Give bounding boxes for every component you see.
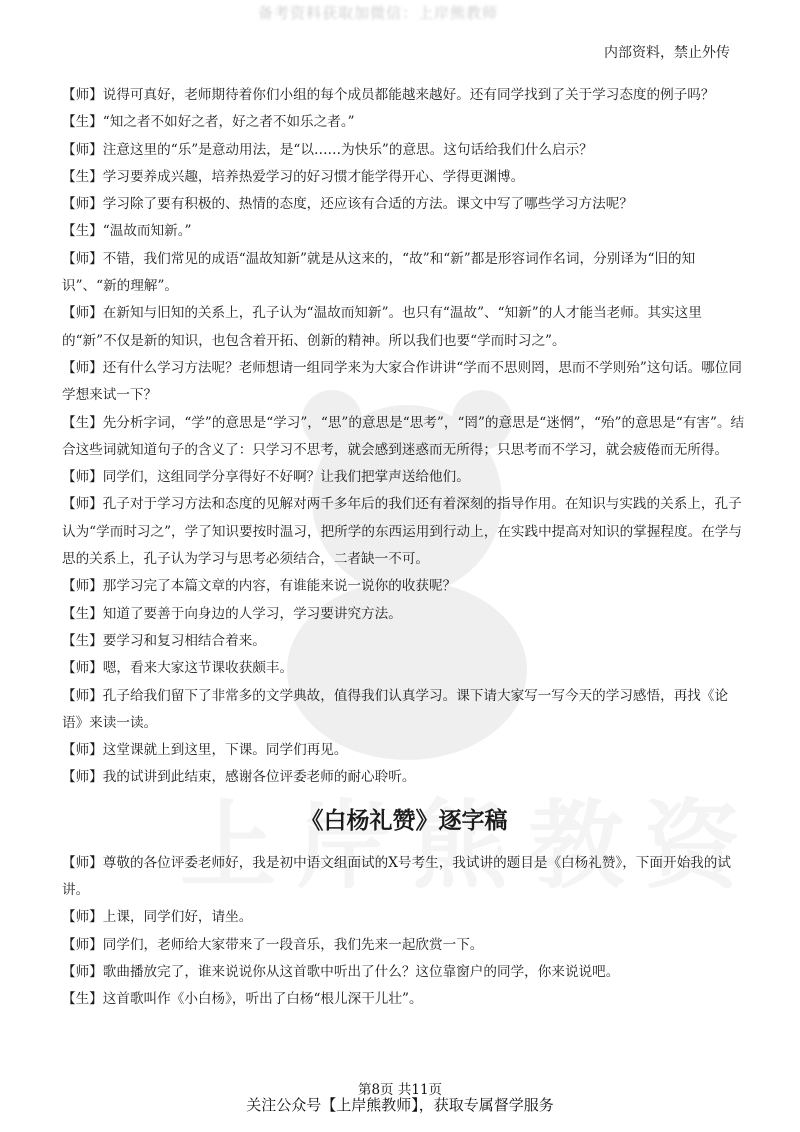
dialogue-line: 【生】学习要养成兴趣，培养热爱学习的好习惯才能学得开心、学得更渊博。 — [62, 168, 525, 185]
dialogue-line: 【师】还有什么学习方法呢？老师想请一组同学来为大家合作讲讲“学而不思则罔，思而不学则殆”这句话。哪位同学想来试一下？ — [62, 359, 742, 404]
dialogue-line: 【生】“知之者不如好之者，好之者不如乐之者。” — [62, 114, 355, 131]
dialogue-section-1 — [62, 82, 746, 792]
dialogue-line: 【师】注意这里的“乐”是意动用法，是“以……为快乐”的意思。这句话给我们什么启示？ — [62, 141, 593, 158]
dialogue-line: 【师】尊敬的各位评委老师好，我是初中语文组面试的X号考生，我试讲的题目是《白杨礼赞》，下面开始我的试讲。 — [62, 854, 731, 899]
dialogue-line: 【师】这堂课就上到这里，下课。同学们再见。 — [62, 742, 348, 759]
section-title: 《白杨礼赞》逐字稿 — [300, 807, 508, 834]
dialogue-section-2 — [62, 850, 746, 1014]
dialogue-line: 【师】孔子给我们留下了非常多的文学典故，值得我们认真学习。课下请大家写一写今天的学习感悟，再找《论语》来读一读。 — [62, 687, 729, 731]
dialogue-line: 【生】先分析字词，“学”的意思是“学习”，“思”的意思是“思考”，“罔”的意思是“迷惘”，“殆”的意思是“有害”。结合这些词就知道句子的含义了：只学习不思考，就会感到迷惑而无所得；只思考而不学习，就会疲倦而无所得。 — [62, 414, 745, 458]
dialogue-line: 【师】那学习完了本篇文章的内容，有谁能来说一说你的收获呢？ — [62, 578, 457, 595]
dialogue-line: 【师】歌曲播放完了，谁来说说你从这首歌中听出了什么？这位靠窗户的同学，你来说说吧。 — [62, 963, 620, 980]
dialogue-line: 【师】不错，我们常见的成语“温故知新”就是从这来的，“故”和“新”都是形容词作名词，分别译为“旧的知识”、“新的理解”。 — [62, 250, 696, 295]
faint-header-text: 备考资料获取加微信：上岸熊教师 — [258, 4, 499, 22]
dialogue-line: 【生】知道了要善于向身边的人学习，学习要讲究方法。 — [62, 605, 402, 622]
dialogue-line: 【师】孔子对于学习方法和态度的见解对两千多年后的我们还有着深刻的指导作用。在知识与实践的关系上，孔子认为“学而时习之”，学了知识要按时温习，把所学的东西运用到行动上，在实践中提高对知识的掌握程度。在学与思的关系上，孔子认为学习与思考必须结合，二者缺一不可。 — [62, 496, 742, 568]
dialogue-line: 【生】这首歌叫作《小白杨》，听出了白杨“根儿深干儿壮”。 — [62, 991, 423, 1008]
dialogue-line: 【师】嗯，看来大家这节课收获颇丰。 — [62, 660, 294, 677]
dialogue-line: 【生】“温故而知新。” — [62, 223, 192, 240]
dialogue-line: 【师】学习除了要有积极的、热情的态度，还应该有合适的方法。课文中写了哪些学习方法呢？ — [62, 196, 633, 213]
document-body — [62, 82, 746, 1014]
dialogue-line: 【师】同学们，老师给大家带来了一段音乐，我们先来一起欣赏一下。 — [62, 936, 484, 953]
dialogue-line: 【师】上课，同学们好，请坐。 — [62, 909, 253, 926]
dialogue-line: 【生】要学习和复习相结合着来。 — [62, 632, 266, 649]
dialogue-line: 【师】同学们，这组同学分享得好不好啊？让我们把掌声送给他们。 — [62, 469, 470, 486]
dialogue-line: 【师】说得可真好，老师期待着你们小组的每个成员都能越来越好。还有同学找到了关于学习态度的例子吗？ — [62, 87, 715, 103]
dialogue-line: 【师】我的试讲到此结束，感谢各位评委老师的耐心聆听。 — [62, 769, 416, 786]
internal-use-note: 内部资料，禁止外传 — [604, 45, 730, 61]
page-number: 第8页 共11页 — [357, 1082, 443, 1098]
dialogue-line: 【师】在新知与旧知的关系上，孔子认为“温故而知新”。也只有“温故”、“知新”的人才能当老师。其实这里的“新”不仅是新的知识，也包含着开拓、创新的精神。所以我们也要“学而时习之”。 — [62, 305, 702, 349]
follow-account-note: 关注公众号【上岸熊教师】，获取专属督学服务 — [246, 1096, 554, 1114]
